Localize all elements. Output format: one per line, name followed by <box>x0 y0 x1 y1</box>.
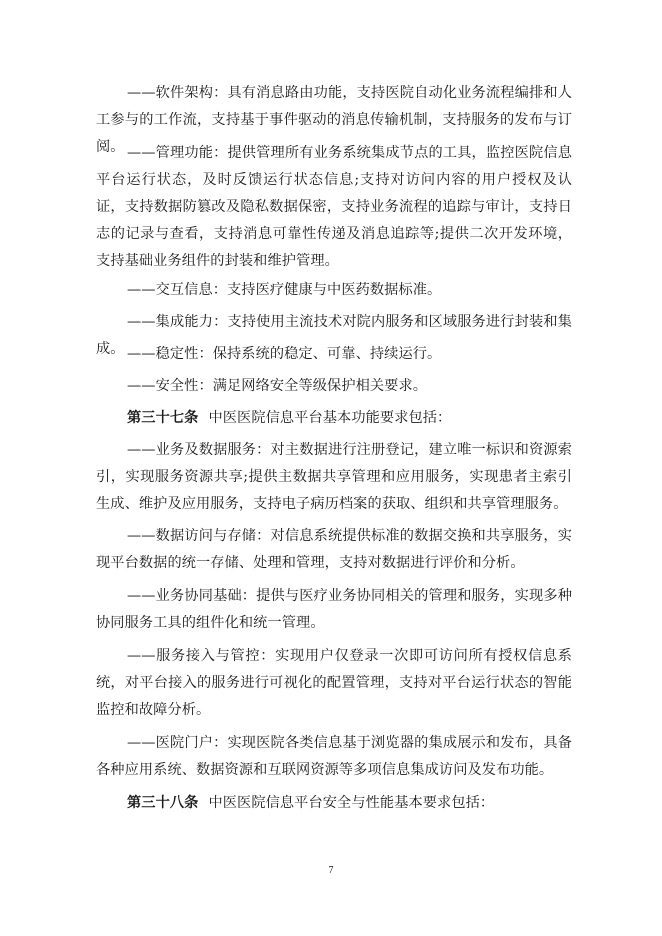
paragraph-service-access-control: ——服务接入与管控：实现用户仅登录一次即可访问所有授权信息系统，对平台接入的服务进行可视化的配置管理，支持对平台运行状态的智能监控和故障分析。 <box>96 648 572 718</box>
paragraph-data-access-storage: ——数据访问与存储：对信息系统提供标准的数据交换和共享服务，实现平台数据的统一存储、处理和管理，支持对数据进行评价和分析。 <box>96 528 572 571</box>
paragraph-stability: ——稳定性：保持系统的稳定、可靠、持续运行。 <box>127 346 442 362</box>
paragraph-business-data-services: ——业务及数据服务：对主数据进行注册登记，建立唯一标识和资源索引，实现服务资源共享;提供主数据共享管理和应用服务，实现患者主索引生成、维护及应用服务，支持电子病历档案的获取、组织和共享管理服务。 <box>96 442 572 512</box>
paragraph-security: ——安全性：满足网络安全等级保护相关要求。 <box>127 378 428 394</box>
paragraph-interaction-info: ——交互信息：支持医疗健康与中医药数据标准。 <box>127 282 442 298</box>
paragraph-software-architecture: ——软件架构：具有消息路由功能，支持医院自动化业务流程编排和人工参与的工作流，支持基于事件驱动的消息传输机制，支持服务的发布与订阅。 <box>96 85 572 155</box>
article-37 <box>96 405 572 432</box>
article-38-heading: 第三十八条 <box>127 795 199 811</box>
article-37-heading: 第三十七条 <box>127 410 199 426</box>
article-38-text: 中医医院信息平台安全与性能基本要求包括： <box>208 795 495 811</box>
article-38 <box>96 790 572 817</box>
paragraph-management-functions: ——管理功能：提供管理所有业务系统集成节点的工具，监控医院信息平台运行状态，及时反馈运行状态信息;支持对访问内容的用户授权及认证，支持数据防篡改及隐私数据保密，支持业务流程的追踪与审计，支持日志的记录与查看，支持消息可靠性传递及消息追踪等;提供二次开发环境，支持基础业务组件的封装和维护管理。 <box>96 145 572 269</box>
paragraph-hospital-portal: ——医院门户：实现医院各类信息基于浏览器的集成展示和发布，具备各种应用系统、数据资源和互联网资源等多项信息集成访问及发布功能。 <box>96 735 572 778</box>
article-37-text: 中医医院信息平台基本功能要求包括： <box>208 410 452 426</box>
page-number: 7 <box>328 865 334 876</box>
paragraph-business-collaboration: ——业务协同基础：提供与医疗业务协同相关的管理和服务，实现多种协同服务工具的组件化和统一管理。 <box>96 588 572 631</box>
paragraph-integration-capability: ——集成能力：支持使用主流技术对院内服务和区域服务进行封装和集成。 <box>96 314 572 357</box>
